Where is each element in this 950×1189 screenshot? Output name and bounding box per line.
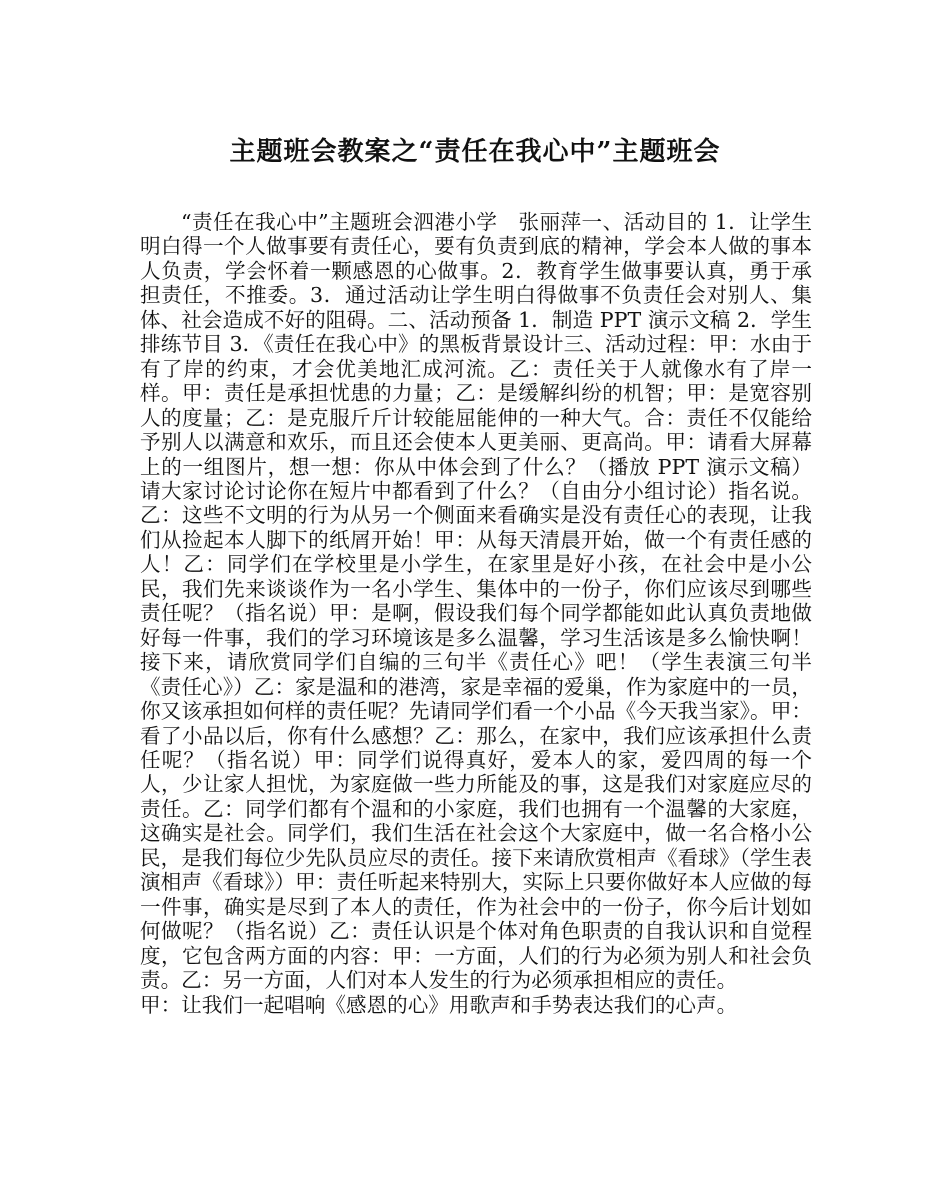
body-paragraph: “责任在我心中”主题班会泗港小学 张丽萍一、活动目的 1．让学生明白得一个人做事要有责任心，要有负责到底的精神，学会本人做的事本人负责，学会怀着一颗感恩的心做事。2．教育学生做事要认真，勇于承担责任，不推委。3．通过活动让学生明白得做事不负责任会对别人、集体、社会造成不好的阻碍。二、活动预备 1．制造 PPT 演示文稿 2．学生排练节目 3．《责任在我心中》的黑板背景设计三、活动过程：甲：水由于有了岸的约束，才会优美地汇成河流。乙：责任关于人就像水有了岸一样。甲：责任是承担忧患的力量；乙：是缓解纠纷的机智；甲：是宽容别人的度量；乙：是克服斤斤计较能屈能伸的一种大气。合：责任不仅能给予别人以满意和欢乐，而且还会使本人更美丽、更高尚。甲：请看大屏幕上的一组图片，想一想：你从中体会到了什么？（播放 PPT 演示文稿）请大家讨论讨论你在短片中都看到了什么？（自由分小组讨论）指名说。乙：这些不文明的行为从另一个侧面来看确实是没有责任心的表现，让我们从捡起本人脚下的纸屑开始！甲：从每天清晨开始，做一个有责任感的人！乙：同学们在学校里是小学生，在家里是好小孩，在社会中是小公民，我们先来谈谈作为一名小学生、集体中的一份子，你们应该尽到哪些责任呢？（指名说）甲：是啊，假设我们每个同学都能如此认真负责地做好每一件事，我们的学习环境该是多么温馨，学习生活该是多么愉快啊！接下来，请欣赏同学们自编的三句半《责任心》吧！（学生表演三句半《责任心》）乙：家是温和的港湾，家是幸福的爱巢，作为家庭中的一员，你又该承担如何样的责任呢？先请同学们看一个小品《今天我当家》。甲：看了小品以后，你有什么感想？乙：那么，在家中，我们应该承担什么责任呢？（指名说）甲：同学们说得真好，爱本人的家，爱四周的每一个人，少让家人担忧，为家庭做一些力所能及的事，这是我们对家庭应尽的责任。乙：同学们都有个温和的小家庭，我们也拥有一个温馨的大家庭，这确实是社会。同学们，我们生活在社会这个大家庭中，做一名合格小公民，是我们每位少先队员应尽的责任。接下来请欣赏相声《看球》（学生表演相声《看球》）甲：责任听起来特别大，实际上只要你做好本人应做的每一件事，确实是尽到了本人的责任，作为社会中的一份子，你今后计划如何做呢？（指名说）乙：责任认识是个体对角色职责的自我认识和自觉程度，它包含两方面的内容：甲：一方面，人们的行为必须为别人和社会负责。乙：另一方面，人们对本人发生的行为必须承担相应的责任。 [140, 210, 812, 993]
document-title: 主题班会教案之“责任在我心中”主题班会 [229, 137, 721, 167]
body-paragraph: 甲：让我们一起唱响《感恩的心》用歌声和手势表达我们的心声。 [140, 992, 738, 1017]
document-body [140, 210, 812, 1017]
